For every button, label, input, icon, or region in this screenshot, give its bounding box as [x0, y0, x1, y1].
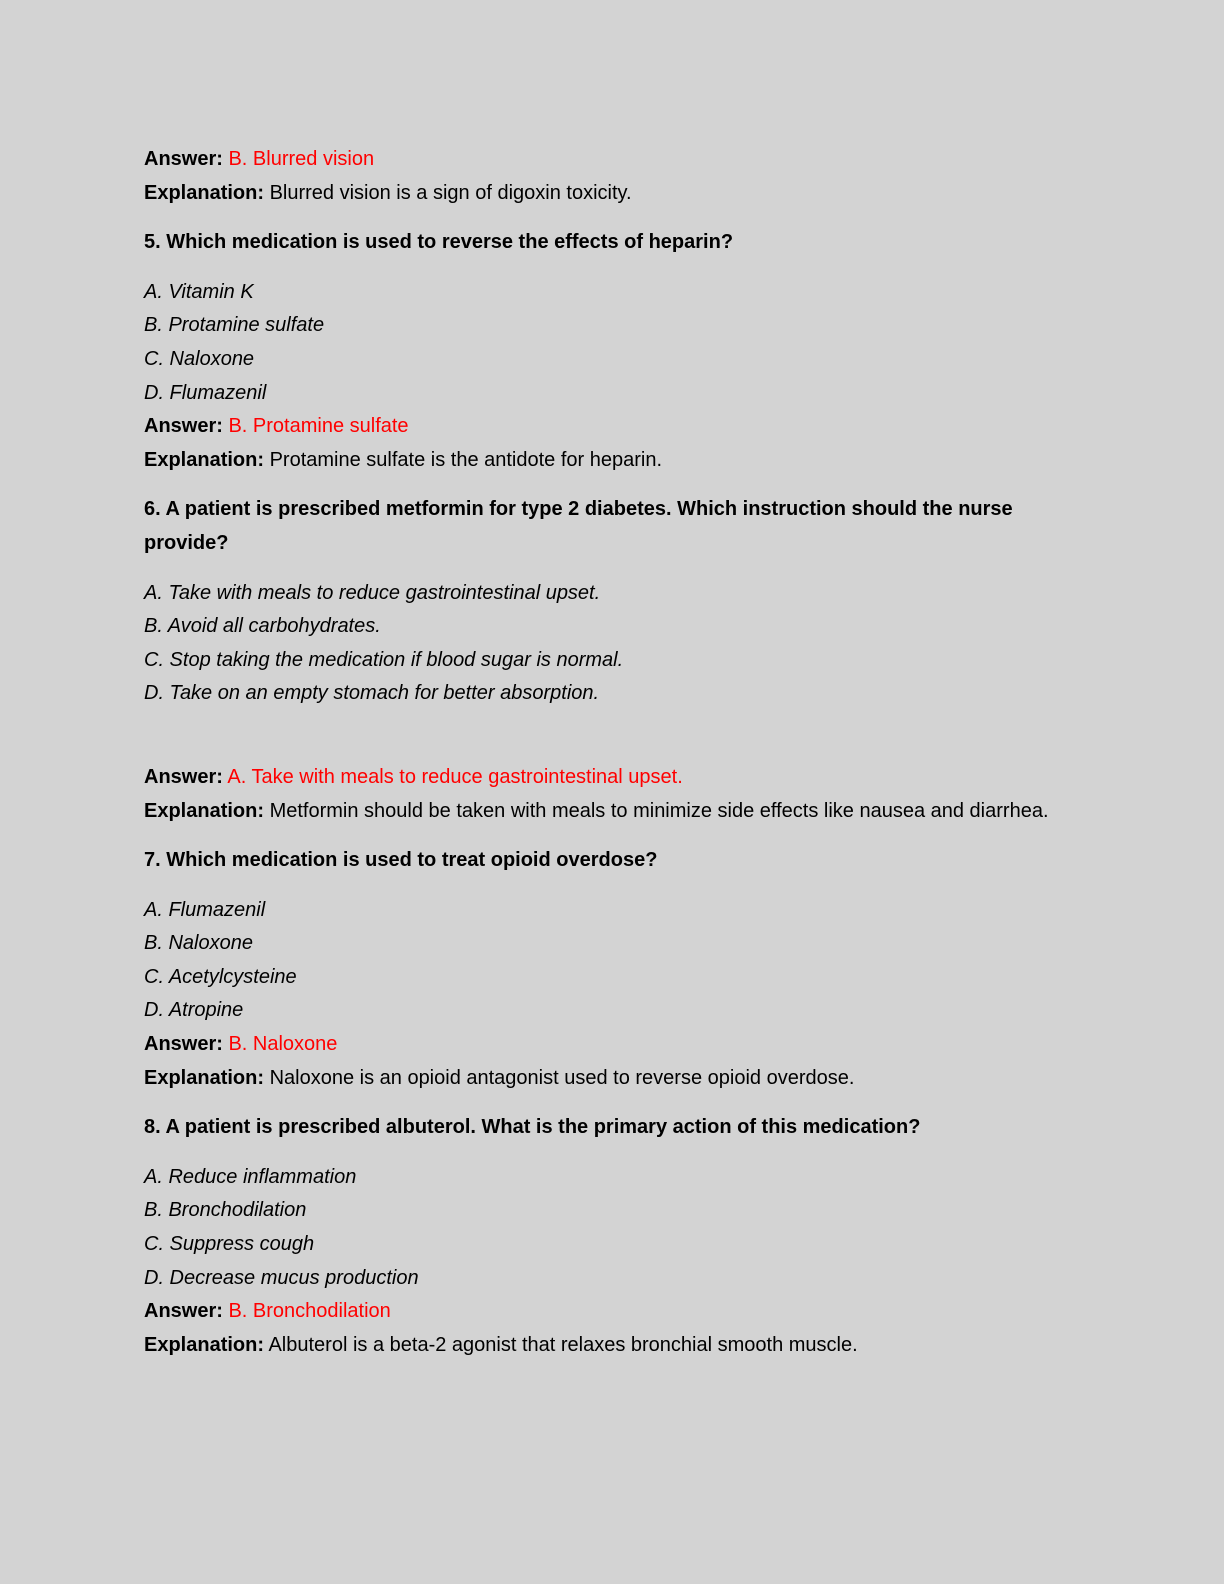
answer-label: Answer:: [144, 415, 223, 438]
answer-line: [144, 410, 1084, 444]
explanation-text: Protamine sulfate is the antidote for heparin.: [269, 448, 663, 471]
answer-text: B. Protamine sulfate: [228, 415, 409, 438]
question-7: 7. Which medication is used to treat opioid overdose?: [144, 849, 658, 872]
answer-label: Answer:: [144, 1033, 223, 1056]
explanation-label: Explanation:: [144, 181, 265, 204]
question-8: 8. A patient is prescribed albuterol. What is the primary action of this medication?: [144, 1116, 921, 1139]
option: A. Take with meals to reduce gastrointestinal upset.: [144, 581, 601, 604]
explanation-line: [144, 1329, 1084, 1363]
explanation-line: [144, 444, 1084, 478]
option: B. Naloxone: [144, 932, 253, 955]
option: C. Suppress cough: [144, 1233, 315, 1256]
explanation-label: Explanation:: [144, 799, 265, 822]
answer-line: [144, 143, 1084, 177]
option: D. Take on an empty stomach for better absorption.: [144, 682, 600, 705]
explanation-label: Explanation:: [144, 448, 265, 471]
option: B. Avoid all carbohydrates.: [144, 615, 381, 638]
option: D. Flumazenil: [144, 381, 267, 404]
option: B. Bronchodilation: [144, 1199, 307, 1222]
answer-text: B. Blurred vision: [228, 148, 375, 170]
explanation-text: Blurred vision is a sign of digoxin toxicity.: [269, 181, 632, 204]
answer-line: [144, 1028, 1084, 1062]
answer-line: [144, 761, 1084, 795]
explanation-line: [144, 177, 1084, 211]
explanation-text: Naloxone is an opioid antagonist used to reverse opioid overdose.: [269, 1066, 855, 1089]
option: C. Acetylcysteine: [144, 965, 297, 988]
option: C. Stop taking the medication if blood sugar is normal.: [144, 648, 624, 671]
answer-text: A. Take with meals to reduce gastrointestinal upset.: [227, 765, 683, 788]
answer-label: Answer:: [144, 765, 223, 788]
question-6: 6. A patient is prescribed metformin for type 2 diabetes. Which instruction should the nurse provide?: [144, 498, 1013, 554]
option: A. Vitamin K: [144, 280, 254, 303]
option: A. Flumazenil: [144, 898, 266, 921]
explanation-text: Metformin should be taken with meals to minimize side effects like nausea and diarrhea.: [269, 799, 1049, 822]
option: A. Reduce inflammation: [144, 1165, 357, 1188]
explanation-line: [144, 1062, 1084, 1096]
answer-text: B. Bronchodilation: [228, 1300, 391, 1323]
answer-text: B. Naloxone: [228, 1033, 338, 1056]
document-page: [144, 143, 1084, 1362]
explanation-label: Explanation:: [144, 1066, 265, 1089]
option: D. Atropine: [144, 999, 244, 1022]
option: D. Decrease mucus production: [144, 1266, 419, 1289]
explanation-label: Explanation:: [144, 1333, 265, 1356]
answer-label: Answer:: [144, 1300, 223, 1323]
question-5: 5. Which medication is used to reverse the effects of heparin?: [144, 231, 734, 254]
option: C. Naloxone: [144, 347, 255, 370]
answer-line: [144, 1295, 1084, 1329]
explanation-line: [144, 795, 1084, 829]
answer-label: Answer:: [144, 148, 223, 170]
option: B. Protamine sulfate: [144, 314, 325, 337]
explanation-text: Albuterol is a beta-2 agonist that relaxes bronchial smooth muscle.: [268, 1333, 858, 1356]
